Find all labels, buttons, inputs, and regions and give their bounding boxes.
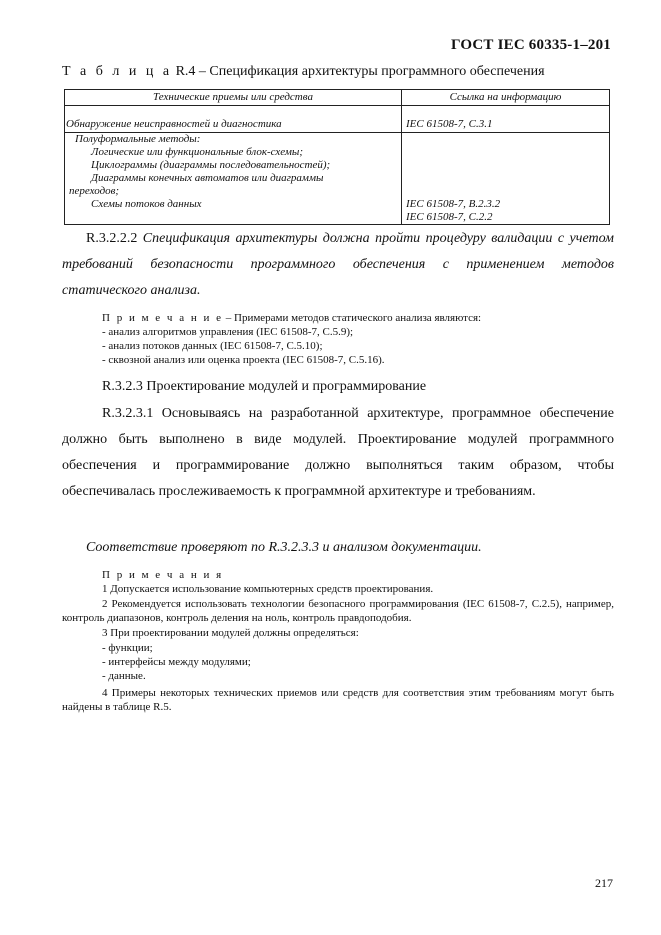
table-caption-text: R.4 – Спецификация архитектуры программного обеспечения (172, 64, 545, 79)
row2-reference-2: IEC 61508-7, С.2.2 (406, 211, 493, 223)
paragraph-architecture-validation (62, 226, 614, 304)
row2-line: Схемы потоков данных (91, 198, 202, 210)
list-item: - данные. (102, 670, 146, 682)
architecture-spec-table (64, 89, 610, 225)
note-item-2 (62, 597, 614, 625)
section-heading: R.3.2.3 Проектирование модулей и программирование (102, 379, 427, 394)
table-row (65, 133, 610, 225)
note-text: – Примерами методов статического анализа являются: (223, 312, 482, 324)
table-caption-label: Т а б л и ц а (62, 64, 173, 79)
note-static-analysis (102, 311, 614, 367)
list-item: - функции; (102, 642, 153, 654)
row2-technique (65, 133, 402, 225)
row1-reference: IEC 61508-7, С.3.1 (402, 106, 610, 133)
note-item-3: 3 При проектировании модулей должны определяться: (102, 627, 359, 639)
table-row (65, 106, 610, 133)
row1-technique: Обнаружение неисправностей и диагностика (65, 106, 402, 133)
row2-line: Циклограммы (диаграммы последовательностей); (91, 159, 331, 171)
note-item-2-text: 2 Рекомендуется использовать технологии безопасного программирования (IEC 61508-7, С.2.5), например, контроль диапазонов, контроль деления на ноль, контроль правдоподобия. (62, 598, 614, 624)
column-header-reference: Ссылка на информацию (402, 90, 610, 106)
table-header-row (65, 90, 610, 106)
note-item-4 (62, 686, 614, 714)
list-item: - интерфейсы между модулями; (102, 656, 251, 668)
row2-reference (402, 133, 610, 225)
spacer (406, 133, 605, 198)
list-item: - анализ потоков данных (IEC 61508-7, С.5.10); (102, 340, 323, 352)
paragraph-compliance-check: Соответствие проверяют по R.3.2.3.3 и анализом документации. (86, 540, 482, 555)
table-caption (62, 64, 545, 80)
list-item: - анализ алгоритмов управления (IEC 61508-7, С.5.9); (102, 326, 354, 338)
note-item-4-text: 4 Примеры некоторых технических приемов или средств для соответствия этим требованиям могут быть найдены в таблице R.5. (62, 687, 614, 713)
row2-line: Диаграммы конечных автоматов или диаграммы (91, 172, 324, 184)
paragraph-module-design (62, 401, 614, 505)
column-header-techniques: Технические приемы или средства (65, 90, 402, 106)
paragraph-text: Спецификация архитектуры должна пройти процедуру валидации с учетом требований безопасности программного обеспечения с применением методов статического анализа. (62, 231, 614, 298)
row2-line: переходов; (69, 185, 120, 197)
notes-label (102, 568, 654, 582)
list-item: - сквозной анализ или оценка проекта (IEC 61508-7, С.5.16). (102, 354, 385, 366)
notes-label-text: П р и м е ч а н и я (102, 569, 224, 581)
page-number: 217 (595, 876, 613, 890)
row2-reference-1: IEC 61508-7, В.2.3.2 (406, 198, 501, 210)
paragraph-number: R.3.2.2.2 (86, 231, 138, 246)
row2-line: Логические или функциональные блок-схемы; (91, 146, 304, 158)
document-code-header: ГОСТ IEC 60335-1–201 (450, 37, 611, 53)
note-3-list (102, 641, 654, 683)
note-label: П р и м е ч а н и е (102, 312, 223, 324)
paragraph-text: R.3.2.3.1 Основываясь на разработанной архитектуре, программное обеспечение должно быть выполнено в виде модулей. Проектирование модулей программного обеспечения и программирование должно выполняться таким образом, чтобы обеспечивалась прослеживаемость к программной архитектуре и требованиям. (62, 406, 614, 499)
row2-line: Полуформальные методы: (75, 133, 201, 145)
note-item-1: 1 Допускается использование компьютерных средств проектирования. (102, 583, 434, 595)
